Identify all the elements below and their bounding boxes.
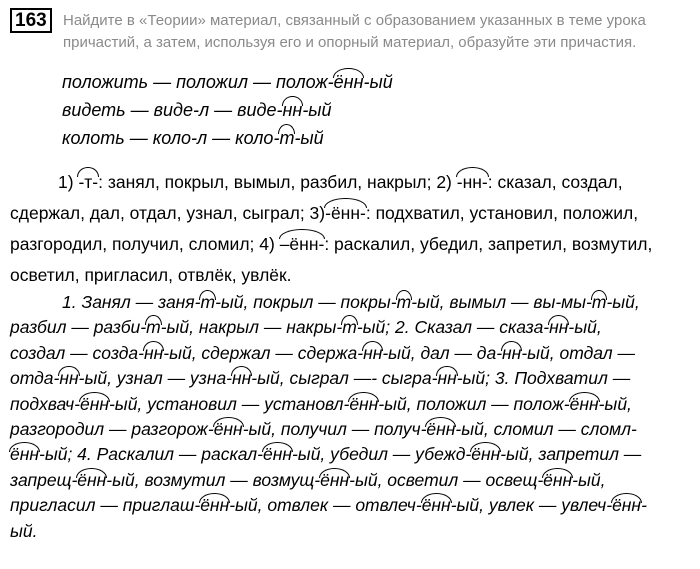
task-text: [63, 8, 690, 54]
answer2-line: подхвач-ённ-ый, установил — установл-ённ-ый, положил — полож-ённ-ый,: [10, 392, 690, 417]
answer2-line: отда-нн-ый, узнал — узна-нн-ый, сыграл —- сыгра-нн-ый; 3. Подхватил —: [10, 366, 690, 391]
suffix-arc: ённ: [570, 392, 599, 417]
suffix-arc: –ённ-: [280, 229, 325, 260]
suffix-arc: ённ: [426, 417, 455, 442]
example-line: колоть — коло-л — коло-т-ый: [62, 124, 690, 152]
suffix-arc: ённ: [334, 68, 364, 96]
suffix-arc: нн: [144, 341, 163, 366]
answer2-line: разбил — разби-т-ый, накрыл — накры-т-ый; 2. Сказал — сказа-нн-ый,: [10, 315, 690, 340]
suffix-arc: т: [279, 124, 294, 152]
suffix-arc: -т-: [78, 167, 98, 198]
suffix-arc: -нн-: [457, 167, 488, 198]
suffix-arc: ённ: [263, 442, 292, 467]
suffix-arc: ённ: [349, 392, 378, 417]
suffix-arc: ённ: [543, 468, 572, 493]
suffix-arc: -ённ-: [325, 198, 366, 229]
answer1-line: сдержал, дал, отдал, узнал, сыграл; 3)-ённ-: подхватил, установил, положил,: [10, 198, 690, 229]
answer2-line: 1. Занял — заня-т-ый, покрыл — покры-т-ый, вымыл — вы-мы-т-ый,: [62, 290, 690, 315]
suffix-arc: т: [200, 290, 215, 315]
example-line: положить — положил — полож-ённ-ый: [62, 68, 690, 96]
suffix-arc: нн: [502, 341, 521, 366]
answer1-line: разгородил, получил, сломил; 4) –ённ-: раскалил, убедил, запретил, возмутил,: [10, 229, 690, 260]
answer1-line: 1) -т-: занял, покрыл, вымыл, разбил, накрыл; 2) -нн-: сказал, создал,: [58, 167, 690, 198]
answer2-line: пригласил — приглаш-ённ-ый, отвлек — отвлеч-ённ-ый, увлек — увлеч-ённ-: [10, 493, 690, 518]
example-block: [10, 68, 690, 152]
suffix-arc: нн: [283, 96, 303, 124]
answer2-line: ённ-ый; 4. Раскалил — раскал-ённ-ый, убедил — убежд-ённ-ый, запретил —: [10, 442, 690, 467]
suffix-arc: нн: [363, 341, 382, 366]
suffix-arc: ённ: [320, 468, 349, 493]
suffix-arc: т: [397, 290, 412, 315]
answer2-line: создал — созда-нн-ый, сдержал — сдержа-нн-ый, дал — да-нн-ый, отдал —: [10, 341, 690, 366]
answer2-line: ый.: [10, 520, 38, 541]
suffix-arc: ённ: [80, 392, 109, 417]
suffix-arc: ённ: [214, 417, 243, 442]
suffix-arc: ённ: [612, 493, 641, 518]
example-line: видеть — виде-л — виде-нн-ый: [62, 96, 690, 124]
suffix-arc: ённ: [471, 442, 500, 467]
suffix-arc: нн: [232, 366, 251, 391]
task-header: [10, 8, 690, 54]
suffix-arc: т: [592, 290, 607, 315]
suffix-arc: ённ: [200, 493, 229, 518]
suffix-arc: нн: [437, 366, 456, 391]
suffix-arc: ённ: [10, 442, 39, 467]
answer-block-1: [10, 167, 690, 291]
task-line-2: причастий, а затем, используя его и опорный материал, образуйте эти причастия.: [63, 34, 637, 51]
suffix-arc: ённ: [422, 493, 451, 518]
suffix-arc: ённ: [77, 468, 106, 493]
exercise-number: 163: [10, 8, 52, 33]
suffix-arc: т: [146, 315, 161, 340]
suffix-arc: т: [342, 315, 357, 340]
suffix-arc: нн: [59, 366, 78, 391]
answer2-line: разгородил — разгорож-ённ-ый, получил — получ-ённ-ый, сломил — сломл-: [10, 417, 690, 442]
suffix-arc: нн: [549, 315, 568, 340]
task-line-1: Найдите в «Теории» материал, связанный с образованием указанных в теме урока: [63, 12, 646, 29]
answer-block-2: [10, 290, 690, 544]
answer1-line: осветил, пригласил, отвлёк, увлёк.: [10, 265, 292, 285]
answer2-line: запрещ-ённ-ый, возмутил — возмущ-ённ-ый, осветил — освещ-ённ-ый,: [10, 468, 690, 493]
